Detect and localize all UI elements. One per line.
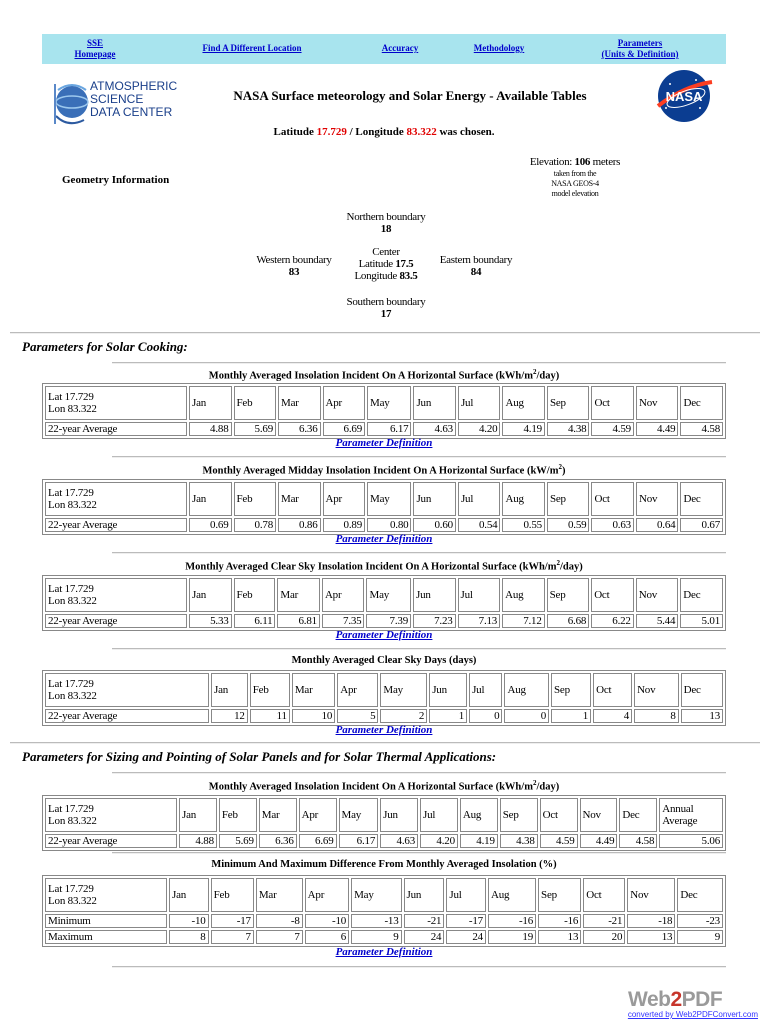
center-lat-value: 17.5 — [395, 258, 414, 270]
web2pdf-badge — [598, 988, 758, 1020]
month-header: Jan — [189, 482, 232, 516]
table-divider — [112, 772, 726, 774]
table-divider — [112, 966, 726, 968]
month-header: Oct — [583, 878, 625, 912]
annual-average-header — [659, 798, 723, 832]
row-label: Maximum — [45, 930, 167, 944]
table-header-row — [45, 673, 723, 707]
month-header: Apr — [305, 878, 349, 912]
month-header: Jan — [189, 386, 232, 420]
eastern-boundary — [416, 254, 536, 278]
table1-caption-tail: /day) — [536, 370, 560, 382]
value-cell: 4.19 — [460, 834, 498, 848]
page-title: NASA Surface meteorology and Solar Energy - Available Tables — [233, 88, 587, 103]
nav-find-location-link[interactable]: Find A Different Location — [202, 43, 302, 53]
month-header: Sep — [551, 673, 591, 707]
table1-caption-sup: 2 — [532, 368, 537, 376]
southern-boundary — [326, 296, 446, 320]
table5-caption-tail: /day) — [536, 781, 560, 793]
row-label: 22-year Average — [45, 709, 209, 723]
value-cell: 4.20 — [420, 834, 458, 848]
value-cell: 0.86 — [278, 518, 321, 532]
month-header: Feb — [234, 482, 277, 516]
northern-boundary — [326, 211, 446, 235]
asdc-logo-line2: SCIENCE — [90, 92, 144, 106]
month-header: Nov — [636, 578, 679, 612]
value-cell: 5.44 — [636, 614, 679, 628]
west-label: Western boundary — [256, 254, 332, 266]
value-cell: 0.54 — [458, 518, 501, 532]
corner-lat: Lat 17.729 — [48, 883, 94, 895]
month-header: Dec — [681, 673, 723, 707]
month-header: Mar — [278, 386, 321, 420]
center-lat-label: Latitude — [358, 258, 393, 270]
month-header: Dec — [680, 578, 723, 612]
value-cell: -23 — [677, 914, 723, 928]
table5-caption-sup: 2 — [532, 779, 537, 787]
value-cell: 4.63 — [413, 422, 456, 436]
value-cell: 1 — [429, 709, 467, 723]
value-cell: 5.69 — [234, 422, 277, 436]
value-cell: 7.35 — [322, 614, 365, 628]
table3-caption-sup: 2 — [556, 559, 560, 567]
corner-lon: Lon 83.322 — [48, 403, 97, 415]
value-cell: 0.60 — [413, 518, 456, 532]
month-header: Feb — [234, 578, 276, 612]
table4-caption-text: Monthly Averaged Clear Sky Days (days) — [291, 655, 477, 666]
value-cell: -21 — [583, 914, 625, 928]
table-row-maximum — [45, 930, 723, 944]
month-header: Aug — [488, 878, 536, 912]
value-cell: 5.01 — [680, 614, 723, 628]
month-header: Nov — [627, 878, 675, 912]
lat-label: Latitude — [273, 126, 314, 138]
elevation-note-1: taken from the — [553, 169, 597, 178]
table-row — [45, 834, 723, 848]
value-cell: 0.78 — [234, 518, 277, 532]
table3-clear-sky-insolation — [42, 575, 726, 631]
value-cell: 4.38 — [500, 834, 538, 848]
month-header: Apr — [323, 386, 366, 420]
lon-value: 83.322 — [406, 126, 437, 138]
table-divider — [112, 362, 726, 364]
elevation-label: Elevation: — [529, 156, 573, 168]
value-cell: 12 — [211, 709, 248, 723]
value-cell: 7.39 — [366, 614, 411, 628]
month-header: Sep — [547, 386, 590, 420]
lat-lon-separator: / — [349, 126, 353, 138]
row-label: 22-year Average — [45, 614, 187, 628]
value-cell: 4.49 — [636, 422, 679, 436]
value-cell: -17 — [211, 914, 254, 928]
month-header: Jan — [189, 578, 232, 612]
table-row — [45, 422, 723, 436]
value-cell: 0.63 — [591, 518, 634, 532]
value-cell: -13 — [351, 914, 401, 928]
month-header: Dec — [677, 878, 723, 912]
table-corner-cell — [45, 578, 187, 612]
month-header: Dec — [680, 482, 723, 516]
table-row — [45, 614, 723, 628]
location-chosen — [0, 126, 768, 138]
table2-midday-insolation — [42, 479, 726, 535]
table-corner-cell — [45, 482, 187, 516]
month-header: Aug — [502, 386, 545, 420]
month-header: Jul — [458, 578, 501, 612]
table-corner-cell — [45, 798, 177, 832]
month-header: Sep — [500, 798, 538, 832]
value-cell: 5.33 — [189, 614, 232, 628]
lon-label: Longitude — [355, 126, 404, 138]
table2-caption-text: Monthly Averaged Midday Insolation Incident On A Horizontal Surface (kW/m — [202, 465, 559, 477]
month-header: Aug — [504, 673, 549, 707]
south-value: 17 — [380, 308, 392, 320]
center-lon-value: 83.5 — [399, 270, 418, 282]
value-cell: 24 — [446, 930, 486, 944]
value-cell: 24 — [404, 930, 445, 944]
value-cell: 11 — [250, 709, 290, 723]
table-header-row — [45, 798, 723, 832]
value-cell: 4.88 — [189, 422, 232, 436]
table4-clear-sky-days — [42, 670, 726, 726]
row-label: Minimum — [45, 914, 167, 928]
value-cell: 4.59 — [540, 834, 578, 848]
month-header: Feb — [219, 798, 257, 832]
month-header: Mar — [277, 578, 320, 612]
value-cell: 5 — [337, 709, 378, 723]
table6-caption — [42, 859, 726, 870]
corner-lon: Lon 83.322 — [48, 895, 97, 907]
table4-caption — [42, 655, 726, 666]
nav-parameters-link[interactable] — [592, 38, 688, 60]
converted-by-link[interactable]: converted by Web2PDFConvert.com — [627, 1010, 758, 1019]
value-cell: 0 — [504, 709, 549, 723]
logo-two: 2 — [670, 988, 682, 1011]
value-cell: 10 — [292, 709, 335, 723]
month-header: Sep — [547, 578, 590, 612]
month-header: Jun — [380, 798, 418, 832]
month-header: Jun — [413, 578, 456, 612]
table2-caption-tail: ) — [561, 465, 566, 477]
table-row — [45, 518, 723, 532]
nav-parameters-label: Parameters — [617, 38, 663, 48]
value-cell: -10 — [169, 914, 209, 928]
table-header-row — [45, 878, 723, 912]
table1-caption-text: Monthly Averaged Insolation Incident On A Horizontal Surface (kWh/m — [208, 370, 533, 382]
value-cell: 7.13 — [458, 614, 501, 628]
section-heading-solar-cooking: Parameters for Solar Cooking: — [22, 339, 188, 354]
month-header: Dec — [680, 386, 723, 420]
month-header: Mar — [256, 878, 303, 912]
month-header: Dec — [619, 798, 657, 832]
nasa-logo — [650, 68, 718, 124]
param-def-wrapper — [0, 533, 768, 545]
value-cell: 0.55 — [502, 518, 545, 532]
month-header: Nov — [580, 798, 618, 832]
month-header: Jul — [420, 798, 458, 832]
annual-label: Annual — [662, 803, 694, 815]
nasa-logo-text: NASA — [665, 89, 703, 104]
section-divider — [10, 332, 760, 334]
value-cell: 6.22 — [591, 614, 634, 628]
nav-sse-homepage-link[interactable] — [60, 38, 130, 60]
row-label: 22-year Average — [45, 422, 187, 436]
value-cell: 9 — [677, 930, 723, 944]
value-cell: 13 — [627, 930, 675, 944]
month-header: Jul — [458, 386, 501, 420]
table-header-row — [45, 386, 723, 420]
table-divider — [112, 552, 726, 554]
corner-lon: Lon 83.322 — [48, 595, 97, 607]
month-header: Mar — [259, 798, 297, 832]
month-header: Feb — [234, 386, 277, 420]
value-cell: -21 — [404, 914, 445, 928]
web2pdf-logo — [628, 988, 722, 1012]
top-nav-bar — [42, 34, 726, 64]
month-header: Aug — [460, 798, 498, 832]
month-header: Apr — [322, 578, 365, 612]
month-header: May — [339, 798, 379, 832]
month-header: Feb — [250, 673, 290, 707]
month-header: Apr — [299, 798, 337, 832]
center-label: Center — [372, 246, 400, 258]
param-def-wrapper — [0, 724, 768, 736]
value-cell: 4.20 — [458, 422, 501, 436]
row-label: 22-year Average — [45, 834, 177, 848]
value-cell: 0.89 — [323, 518, 366, 532]
table1-insolation — [42, 383, 726, 439]
value-cell: 8 — [169, 930, 209, 944]
table3-caption-text: Monthly Averaged Clear Sky Insolation Incident On A Horizontal Surface (kWh/m — [185, 561, 557, 573]
north-label: Northern boundary — [346, 211, 426, 223]
month-header: Jan — [179, 798, 217, 832]
value-cell: -8 — [256, 914, 303, 928]
table-row-minimum — [45, 914, 723, 928]
nav-accuracy-link[interactable]: Accuracy — [381, 43, 419, 53]
value-cell: 6.36 — [259, 834, 297, 848]
table5-caption-text: Monthly Averaged Insolation Incident On A Horizontal Surface (kWh/m — [208, 781, 533, 793]
corner-lat: Lat 17.729 — [48, 487, 94, 499]
nasa-meatball-icon — [650, 68, 718, 124]
value-cell: 4.58 — [619, 834, 657, 848]
month-header: Mar — [292, 673, 335, 707]
logo-web: Web — [628, 988, 671, 1011]
table-header-row — [45, 482, 723, 516]
value-cell: 0.59 — [547, 518, 590, 532]
value-cell: 19 — [488, 930, 536, 944]
table6-min-max-difference — [42, 875, 726, 947]
value-cell: -17 — [446, 914, 486, 928]
month-header: Jul — [469, 673, 502, 707]
value-cell: 4.49 — [580, 834, 618, 848]
month-header: Oct — [591, 578, 634, 612]
value-cell: 0.80 — [367, 518, 411, 532]
value-cell: 0 — [469, 709, 502, 723]
value-cell: -10 — [305, 914, 349, 928]
elevation-info — [510, 156, 640, 199]
row-label: 22-year Average — [45, 518, 187, 532]
month-header: May — [380, 673, 427, 707]
month-header: May — [366, 578, 411, 612]
month-header: Jul — [446, 878, 486, 912]
parameter-definition-link[interactable]: Parameter Definition — [335, 533, 433, 545]
value-cell: 6.17 — [339, 834, 379, 848]
east-label: Eastern boundary — [439, 254, 513, 266]
parameter-definition-link[interactable]: Parameter Definition — [335, 946, 433, 958]
value-cell: 6.11 — [234, 614, 276, 628]
value-cell: 6 — [305, 930, 349, 944]
month-header: Aug — [502, 482, 545, 516]
month-header: May — [351, 878, 401, 912]
value-cell: 4.58 — [680, 422, 723, 436]
parameter-definition-link[interactable]: Parameter Definition — [335, 437, 433, 449]
south-label: Southern boundary — [346, 296, 426, 308]
value-cell: 6.81 — [277, 614, 320, 628]
month-header: Jun — [413, 482, 456, 516]
value-cell: 5.69 — [219, 834, 257, 848]
logo-pdf: PDF — [681, 988, 723, 1011]
value-cell: 4.88 — [179, 834, 217, 848]
month-header: Nov — [636, 482, 679, 516]
corner-lon: Lon 83.322 — [48, 499, 97, 511]
month-header: May — [367, 386, 411, 420]
value-cell: 0.67 — [680, 518, 723, 532]
month-header: May — [367, 482, 411, 516]
table-corner-cell — [45, 878, 167, 912]
value-cell: 2 — [380, 709, 427, 723]
month-header: Sep — [547, 482, 590, 516]
section-heading-solar-panels: Parameters for Sizing and Pointing of Solar Panels and for Solar Thermal Applications: — [22, 749, 497, 764]
value-cell: 6.69 — [323, 422, 366, 436]
center-lon-label: Longitude — [354, 270, 397, 282]
value-cell: 13 — [681, 709, 723, 723]
table6-caption-text: Minimum And Maximum Difference From Monthly Averaged Insolation (%) — [211, 859, 557, 870]
chosen-suffix: was chosen. — [439, 126, 495, 138]
table-header-row — [45, 578, 723, 612]
table-divider — [112, 456, 726, 458]
annual-value-cell: 5.06 — [659, 834, 723, 848]
value-cell: 6.68 — [547, 614, 590, 628]
month-header: Jun — [413, 386, 456, 420]
parameter-definition-link[interactable]: Parameter Definition — [335, 724, 433, 736]
corner-lon: Lon 83.322 — [48, 815, 97, 827]
value-cell: 7.23 — [413, 614, 456, 628]
nav-methodology-link[interactable]: Methodology — [473, 43, 525, 53]
table1-caption — [42, 368, 726, 382]
north-value: 18 — [380, 223, 392, 235]
month-header: Sep — [538, 878, 581, 912]
month-header: Jan — [211, 673, 248, 707]
month-header: Aug — [502, 578, 545, 612]
asdc-logo-line3: DATA CENTER — [90, 105, 173, 119]
month-header: Mar — [278, 482, 321, 516]
value-cell: 6.36 — [278, 422, 321, 436]
month-header: Apr — [337, 673, 378, 707]
month-header: Nov — [636, 386, 679, 420]
value-cell: -18 — [627, 914, 675, 928]
month-header: Jun — [404, 878, 445, 912]
nav-units-label: (Units & Definition) — [601, 49, 679, 59]
month-header: Nov — [634, 673, 679, 707]
month-header: Jan — [169, 878, 209, 912]
nav-homepage-label: Homepage — [74, 49, 116, 59]
asdc-logo-line1: ATMOSPHERIC — [90, 79, 178, 93]
value-cell: 7 — [211, 930, 254, 944]
value-cell: 13 — [538, 930, 581, 944]
table-corner-cell — [45, 386, 187, 420]
corner-lat: Lat 17.729 — [48, 583, 94, 595]
section-divider — [10, 742, 760, 744]
value-cell: 4.59 — [591, 422, 634, 436]
month-header: Apr — [323, 482, 366, 516]
value-cell: 4 — [593, 709, 632, 723]
elevation-unit: meters — [592, 156, 621, 168]
average-label: Average — [662, 815, 698, 827]
nav-sse-label: SSE — [86, 38, 103, 48]
month-header: Oct — [591, 386, 634, 420]
value-cell: 8 — [634, 709, 679, 723]
value-cell: 6.69 — [299, 834, 337, 848]
table5-caption — [42, 779, 726, 793]
table5-panel-insolation — [42, 795, 726, 851]
geometry-title: Geometry Information — [62, 174, 170, 186]
month-header: Jun — [429, 673, 467, 707]
table3-caption-tail: /day) — [559, 561, 583, 573]
table-corner-cell — [45, 673, 209, 707]
param-def-wrapper — [0, 946, 768, 958]
value-cell: -16 — [538, 914, 581, 928]
table-row — [45, 709, 723, 723]
parameter-definition-link[interactable]: Parameter Definition — [335, 629, 433, 641]
value-cell: 4.38 — [547, 422, 590, 436]
value-cell: 1 — [551, 709, 591, 723]
value-cell: -16 — [488, 914, 536, 928]
value-cell: 9 — [351, 930, 401, 944]
east-value: 84 — [470, 266, 482, 278]
west-value: 83 — [288, 266, 300, 278]
param-def-wrapper — [0, 629, 768, 641]
month-header: Oct — [591, 482, 634, 516]
value-cell: 7 — [256, 930, 303, 944]
corner-lat: Lat 17.729 — [48, 678, 94, 690]
value-cell: 4.63 — [380, 834, 418, 848]
elevation-value: 106 — [574, 156, 591, 168]
value-cell: 4.19 — [502, 422, 545, 436]
month-header: Oct — [540, 798, 578, 832]
value-cell: 0.69 — [189, 518, 232, 532]
table2-caption-sup: 2 — [558, 463, 562, 471]
value-cell: 0.64 — [636, 518, 679, 532]
table3-caption — [42, 559, 726, 573]
elevation-note-2: NASA GEOS-4 — [551, 179, 599, 188]
table-divider — [112, 852, 726, 854]
corner-lat: Lat 17.729 — [48, 391, 94, 403]
param-def-wrapper — [0, 437, 768, 449]
corner-lon: Lon 83.322 — [48, 690, 97, 702]
month-header: Feb — [211, 878, 254, 912]
elevation-note-3: model elevation — [551, 189, 599, 198]
value-cell: 20 — [583, 930, 625, 944]
corner-lat: Lat 17.729 — [48, 803, 94, 815]
table-divider — [112, 648, 726, 650]
value-cell: 6.17 — [367, 422, 411, 436]
month-header: Jul — [458, 482, 501, 516]
month-header: Oct — [593, 673, 632, 707]
lat-value: 17.729 — [316, 126, 347, 138]
table2-caption — [42, 463, 726, 477]
value-cell: 7.12 — [502, 614, 545, 628]
